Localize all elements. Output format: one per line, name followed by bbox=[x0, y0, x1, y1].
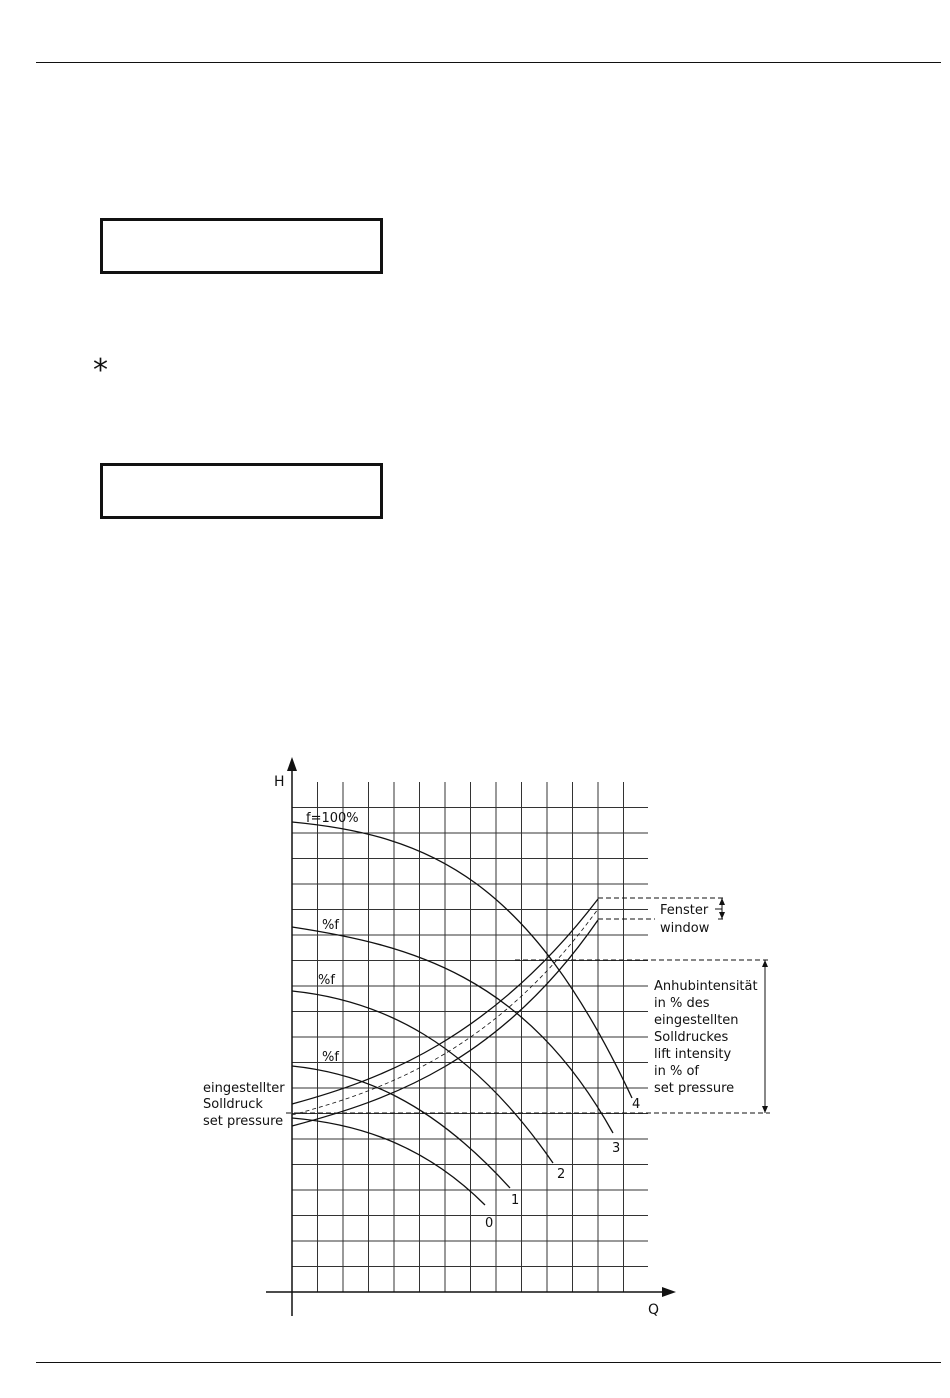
lift-arrow-up-icon bbox=[762, 960, 768, 967]
curve-label-pf3: %f bbox=[322, 918, 339, 933]
window-arrow-down-icon bbox=[719, 912, 725, 919]
lift-label-6: in % of bbox=[654, 1064, 699, 1079]
lift-label-2: in % des bbox=[654, 996, 710, 1011]
lift-label-3: eingestellten bbox=[654, 1013, 739, 1028]
window-arrow-up-icon bbox=[719, 898, 725, 905]
set-pressure-label-1: eingestellter bbox=[203, 1081, 285, 1096]
pump-curve-1 bbox=[292, 1066, 510, 1188]
x-axis-arrow-icon bbox=[662, 1287, 676, 1297]
axis-label-h: H bbox=[274, 774, 285, 790]
lift-label-1: Anhubintensität bbox=[654, 979, 758, 994]
curve-number-3: 3 bbox=[612, 1141, 621, 1156]
curve-label-pf2: %f bbox=[318, 973, 335, 988]
lift-arrow-down-icon bbox=[762, 1106, 768, 1113]
curve-number-0: 0 bbox=[485, 1216, 494, 1231]
window-label-1: Fenster bbox=[660, 903, 709, 918]
pump-curve-0 bbox=[292, 1118, 485, 1205]
curve-label-f100: f=100% bbox=[306, 811, 359, 826]
set-pressure-label-2: Solldruck bbox=[203, 1097, 263, 1112]
window-label-2: window bbox=[660, 921, 710, 936]
axes bbox=[266, 765, 668, 1316]
y-axis-arrow-icon bbox=[287, 757, 297, 771]
grid bbox=[292, 782, 648, 1292]
asterisk-icon: * bbox=[93, 353, 108, 388]
curve-number-4: 4 bbox=[632, 1097, 641, 1112]
curve-number-2: 2 bbox=[557, 1167, 566, 1182]
header-rule bbox=[36, 62, 941, 63]
lift-label-4: Solldruckes bbox=[654, 1030, 729, 1045]
display-box-2 bbox=[100, 463, 383, 519]
lift-label-7: set pressure bbox=[654, 1081, 735, 1096]
pump-curve-diagram bbox=[190, 745, 790, 1325]
lift-label-5: lift intensity bbox=[654, 1047, 732, 1062]
axis-label-q: Q bbox=[648, 1302, 660, 1318]
curve-number-1: 1 bbox=[511, 1193, 520, 1208]
curve-label-pf1: %f bbox=[322, 1050, 339, 1065]
pump-curve-3 bbox=[292, 927, 613, 1133]
display-box-1 bbox=[100, 218, 383, 274]
set-pressure-label-3: set pressure bbox=[203, 1114, 284, 1129]
footer-rule bbox=[36, 1362, 941, 1363]
